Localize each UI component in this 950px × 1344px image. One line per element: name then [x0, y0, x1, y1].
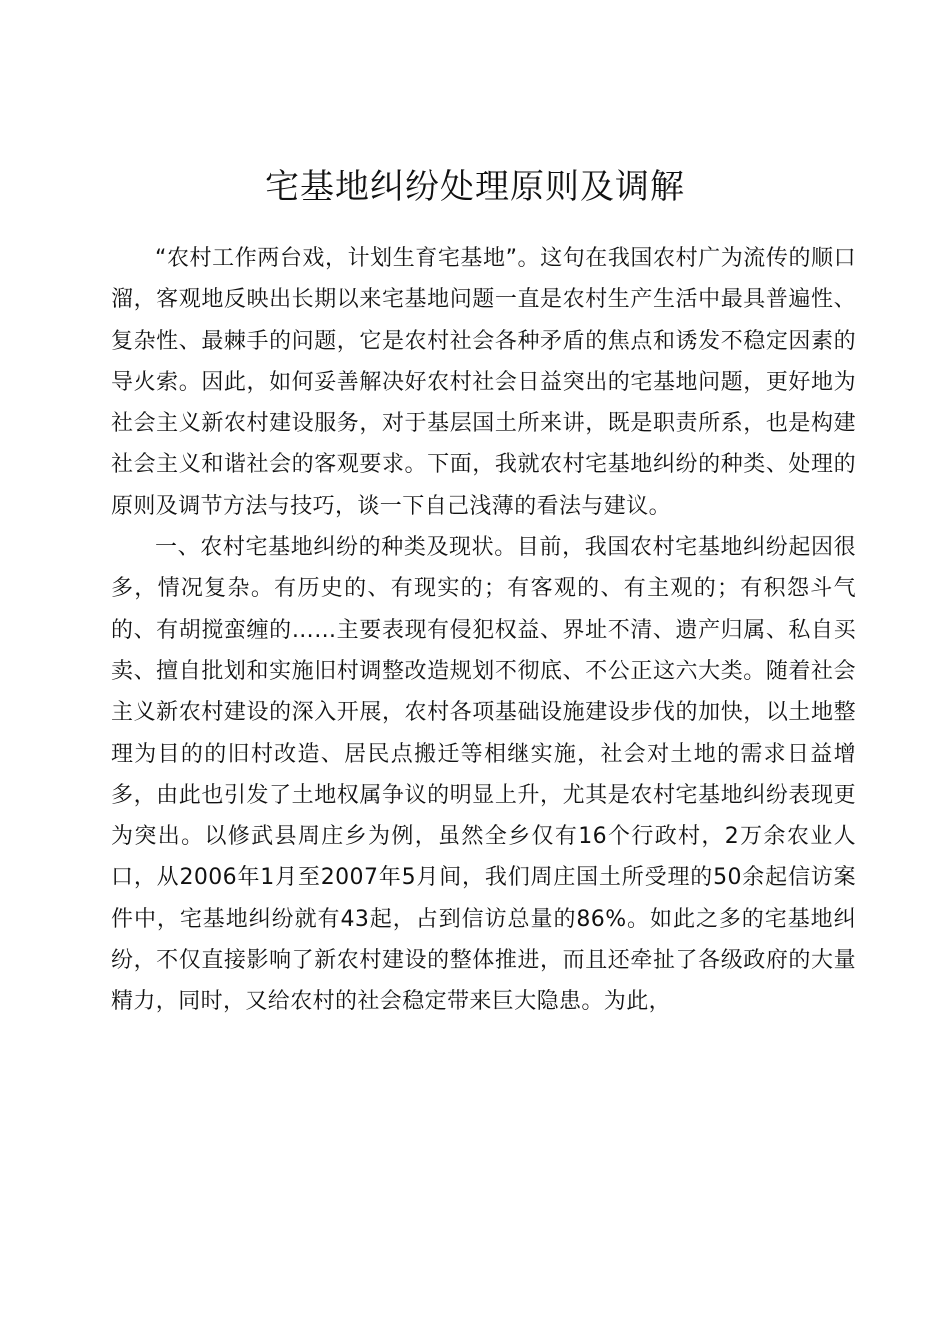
- paragraph-intro: “农村工作两台戏，计划生育宅基地”。这句在我国农村广为流传的顺口溜，客观地反映出长期以来宅基地问题一直是农村生产生活中最具普遍性、复杂性、最棘手的问题，它是农村社会各种矛盾的焦点和诱发不稳定因素的导火索。因此，如何妥善解决好农村社会日益突出的宅基地问题，更好地为社会主义新农村建设服务，对于基层国土所来讲，既是职责所系，也是构建社会主义和谐社会的客观要求。下面，我就农村宅基地纠纷的种类、处理的原则及调节方法与技巧，谈一下自己浅薄的看法与建议。: [111, 246, 856, 519]
- document-title: 宅基地纠纷处理原则及调解: [265, 166, 685, 207]
- paragraph-section-one: 一、农村宅基地纠纷的种类及现状。目前，我国农村宅基地纠纷起因很多，情况复杂。有历史的、有现实的；有客观的、有主观的；有积怨斗气的、有胡搅蛮缠的……主要表现有侵犯权益、界址不清、遗产归属、私自买卖、擅自批划和实施旧村调整改造规划不彻底、不公正这六大类。随着社会主义新农村建设的深入开展，农村各项基础设施建设步伐的加快，以土地整理为目的的旧村改造、居民点搬迁等相继实施，社会对土地的需求日益增多，由此也引发了土地权属争议的明显上升，尤其是农村宅基地纠纷表现更为突出。以修武县周庄乡为例，虽然全乡仅有16个行政村，2万余农业人口，从2006年1月至2007年5月间，我们周庄国土所受理的50余起信访案件中，宅基地纠纷就有43起，占到信访总量的86%。如此之多的宅基地纠纷，不仅直接影响了新农村建设的整体推进，而且还牵扯了各级政府的大量精力，同时，又给农村的社会稳定带来巨大隐患。为此，: [111, 535, 856, 1015]
- document-body: [111, 238, 856, 1023]
